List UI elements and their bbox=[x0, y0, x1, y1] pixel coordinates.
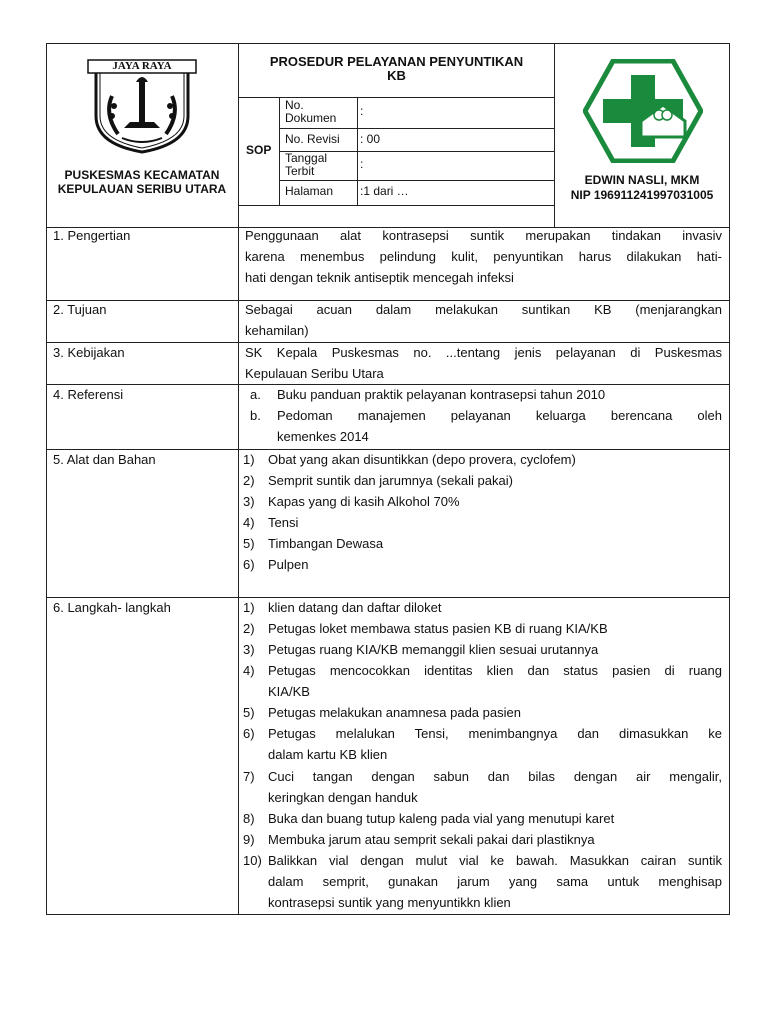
meta-bottom-line bbox=[238, 205, 555, 206]
langkah-item: klien datang dan daftar diloket bbox=[268, 600, 442, 615]
meta-label: Tanggal bbox=[285, 151, 328, 165]
langkah-item: Membuka jarum atau semprit sekali pakai dari plastiknya bbox=[268, 832, 595, 847]
meta-value: :1 dari … bbox=[360, 184, 409, 198]
puskesmas-logo bbox=[583, 59, 703, 163]
meta-value: : 00 bbox=[360, 132, 381, 146]
meta-line-3 bbox=[279, 180, 555, 181]
list-marker: a. bbox=[250, 387, 261, 402]
alat-item: Kapas yang di kasih Alkohol 70% bbox=[268, 494, 460, 509]
meta-line-1 bbox=[279, 128, 555, 129]
section-label-referensi: 4. Referensi bbox=[53, 387, 124, 402]
list-marker: 6) bbox=[243, 726, 255, 741]
langkah-item: Cuci tangan dengan sabun dan bilas dengan air mengalir, bbox=[268, 769, 722, 784]
list-marker: 3) bbox=[243, 642, 255, 657]
list-marker: 2) bbox=[243, 473, 255, 488]
list-marker: 1) bbox=[243, 452, 255, 467]
section-label-alat: 5. Alat dan Bahan bbox=[53, 452, 156, 467]
sop-label: SOP bbox=[246, 143, 272, 157]
meta-label: Halaman bbox=[285, 184, 334, 198]
section-label-langkah: 6. Langkah- langkah bbox=[53, 600, 171, 615]
list-marker: 5) bbox=[243, 536, 255, 551]
section-label-pengertian: 1. Pengertian bbox=[53, 228, 131, 243]
meta-label: No. Revisi bbox=[285, 132, 340, 146]
org-name-line2: KEPULAUAN SERIBU UTARA bbox=[57, 182, 227, 196]
tujuan-line: kehamilan) bbox=[245, 323, 309, 338]
langkah-item: Petugas melalukan Tensi, menimbangnya dan dimasukkan ke bbox=[268, 726, 722, 741]
document-title-line1: PROSEDUR PELAYANAN PENYUNTIKAN bbox=[269, 54, 524, 69]
list-marker: b. bbox=[250, 408, 261, 423]
langkah-item: Petugas melakukan anamnesa pada pasien bbox=[268, 705, 521, 720]
alat-item: Tensi bbox=[268, 515, 299, 530]
langkah-item: dalam kartu KB klien bbox=[268, 747, 388, 762]
tujuan-line: Sebagai acuan dalam melakukan suntikan KB (menjarangkan bbox=[245, 302, 722, 317]
langkah-item: Balikkan vial dengan mulut vial ke bawah. Masukkan cairan suntik bbox=[268, 853, 722, 868]
logo-banner-text: JAYA RAYA bbox=[112, 60, 172, 72]
list-marker: 6) bbox=[243, 557, 255, 572]
langkah-item: Petugas ruang KIA/KB memanggil klien sesuai urutannya bbox=[268, 642, 599, 657]
list-marker: 7) bbox=[243, 769, 255, 784]
list-marker: 3) bbox=[243, 494, 255, 509]
referensi-item: Pedoman manajemen pelayanan keluarga berencana oleh bbox=[277, 408, 722, 423]
table-border-bottom bbox=[46, 914, 730, 915]
document-title-line2: KB bbox=[387, 68, 406, 83]
list-marker: 5) bbox=[243, 705, 255, 720]
list-marker: 8) bbox=[243, 811, 255, 826]
alat-item: Semprit suntik dan jarumnya (sekali pakai) bbox=[268, 473, 513, 488]
section-label-kebijakan: 3. Kebijakan bbox=[53, 345, 125, 360]
kebijakan-line: Kepulauan Seribu Utara bbox=[245, 366, 384, 381]
langkah-item: kontrasepsi suntik yang menyuntikkn klien bbox=[268, 895, 511, 910]
section-label-tujuan: 2. Tujuan bbox=[53, 302, 107, 317]
langkah-item: keringkan dengan handuk bbox=[268, 790, 418, 805]
list-marker: 1) bbox=[243, 600, 255, 615]
meta-label: Terbit bbox=[285, 164, 315, 178]
meta-label: Dokumen bbox=[285, 111, 337, 125]
list-marker: 4) bbox=[243, 663, 255, 678]
table-border-top bbox=[46, 43, 730, 44]
alat-item: Obat yang akan disuntikkan (depo provera, cyclofem) bbox=[268, 452, 576, 467]
signer-name: EDWIN NASLI, MKM bbox=[584, 173, 700, 187]
meta-value: : bbox=[360, 104, 364, 118]
langkah-item: Petugas mencocokkan identitas klien dan status pasien di ruang bbox=[268, 663, 722, 678]
list-marker: 2) bbox=[243, 621, 255, 636]
list-marker: 10) bbox=[243, 853, 262, 868]
org-name-line1: PUSKESMAS KECAMATAN bbox=[64, 168, 220, 182]
list-marker: 9) bbox=[243, 832, 255, 847]
pengertian-line: hati dengan teknik antiseptik mencegah infeksi bbox=[245, 270, 514, 285]
kebijakan-line: SK Kepala Puskesmas no. ...tentang jenis pelayanan di Puskesmas bbox=[245, 345, 722, 360]
alat-item: Pulpen bbox=[268, 557, 309, 572]
pengertian-line: karena menembus pelindung kulit, penyuntikan harus dilakukan hati- bbox=[245, 249, 722, 264]
pengertian-line: Penggunaan alat kontrasepsi suntik merupakan tindakan invasiv bbox=[245, 228, 722, 243]
langkah-item: Buka dan buang tutup kaleng pada vial yang menutupi karet bbox=[268, 811, 615, 826]
table-border-right bbox=[729, 43, 730, 915]
langkah-item: Petugas loket membawa status pasien KB di ruang KIA/KB bbox=[268, 621, 608, 636]
meta-label: No. bbox=[285, 98, 304, 112]
referensi-item: Buku panduan praktik pelayanan kontrasepsi tahun 2010 bbox=[277, 387, 606, 402]
jaya-raya-emblem bbox=[82, 56, 202, 156]
referensi-item: kemenkes 2014 bbox=[277, 429, 369, 444]
langkah-item: dalam semprit, gunakan jarum yang sama untuk menghisap bbox=[268, 874, 722, 889]
alat-item: Timbangan Dewasa bbox=[268, 536, 384, 551]
list-marker: 4) bbox=[243, 515, 255, 530]
signer-nip: NIP 196911241997031005 bbox=[570, 188, 714, 202]
meta-value: : bbox=[360, 157, 364, 171]
column-divider bbox=[238, 43, 239, 915]
langkah-item: KIA/KB bbox=[268, 684, 310, 699]
